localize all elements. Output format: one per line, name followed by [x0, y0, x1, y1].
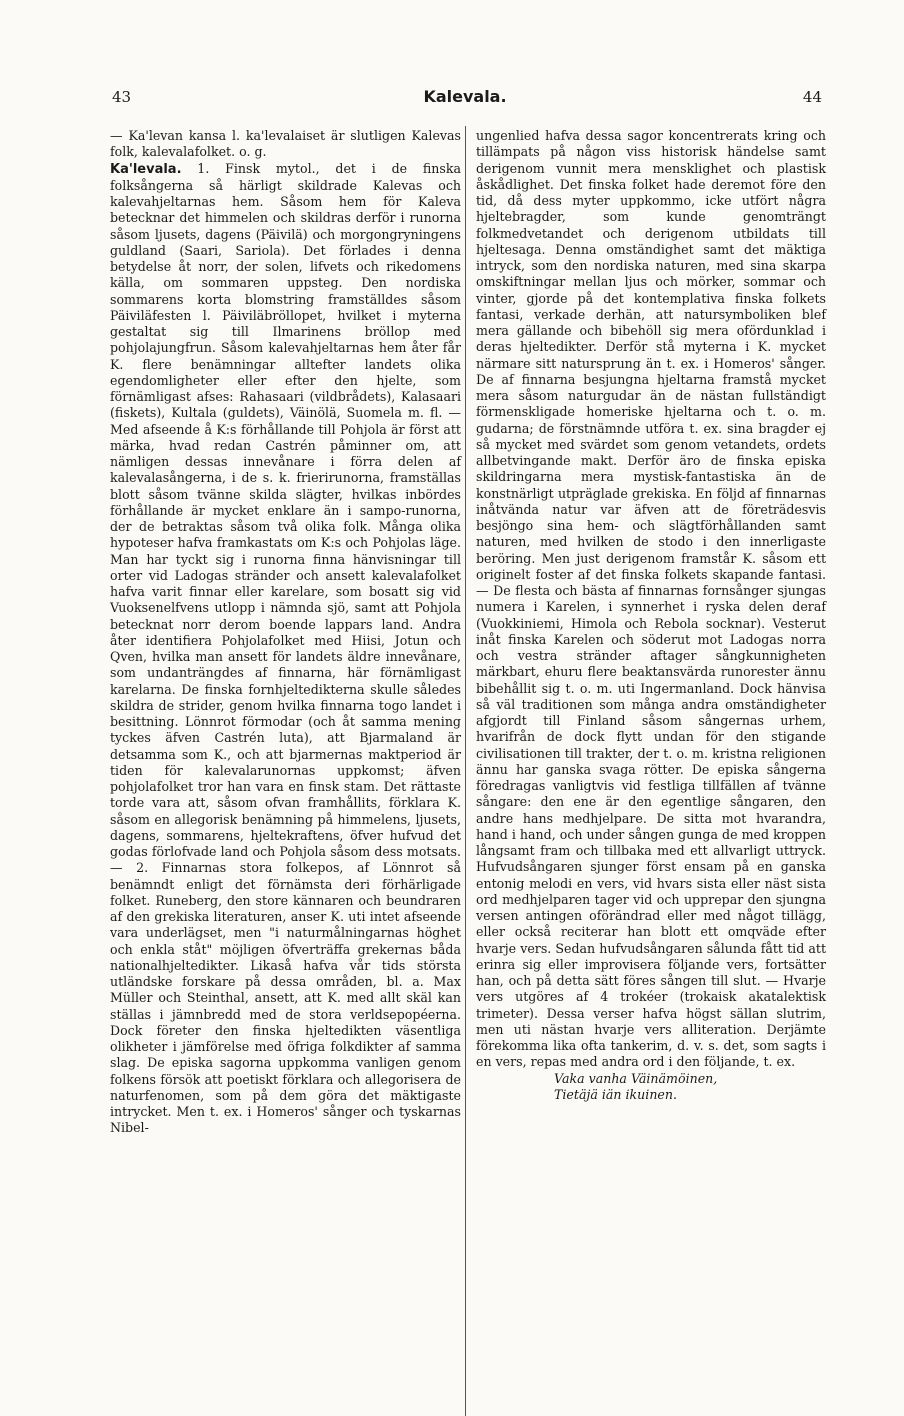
headword-kalevala: Ka'levala. — [110, 161, 182, 177]
verse-quote — [476, 1071, 826, 1104]
running-title: Kalevala. — [423, 87, 507, 106]
left-column — [110, 128, 461, 1137]
page-number-left: 43 — [112, 88, 132, 106]
page-number-right: 44 — [802, 88, 822, 106]
entry-kalevala — [110, 161, 461, 1137]
page-header — [108, 88, 822, 110]
entry-kalevala-text: 1. Finsk mytol., det i de finska folksångerna så härligt skildrade Kalevas och kalevahjeltarnas hem. Såsom hem för Kaleva betecknar det himmelen och skildras derför i runorna såsom ljusets, dagens (Päivilä) och morgongryningens guldland (Saari, Sariola). Det förlades i denna betydelse åt norr, der solen, lifvets och rikedomens källa, om sommaren uppsteg. Den nordiska sommarens korta blomstring framställdes såsom Päiviläfesten l. Päiviläbröllopet, hvilket i myterna gestaltat sig till Ilmarinens bröllop med pohjolajungfrun. Såsom kalevahjeltarnas hem åter får K. flere benämningar alltefter landets olika egendomligheter eller efter den hjelte, som förnämligast afses: Rahasaari (vildbrådets), Kalasaari (fiskets), Kultala (guldets), Väinölä, Suomela m. fl. — Med afseende å K:s förhållande till Pohjola är först att märka, hvad redan Castrén påminner om, att nämligen dessas innevånare i förra delen af kalevalasångerna, i de s. k. frierirunorna, framställas blott såsom tvänne skilda slägter, hvilkas inbördes förhållande är mycket enklare än i sampo-runorna, der de betraktas såsom två olika folk. Många olika hypoteser hafva framkastats om K:s och Pohjolas läge. Man har tyckt sig i runorna finna hänvisningar till orter vid Ladogas stränder och ansett kalevalafolket hafva varit finnar eller karelare, som bosatt sig vid Vuoksenelfvens utlopp i nämnda sjö, samt att Pohjola betecknat norr derom boende lappars land. Andra åter identifiera Pohjolafolket med Hiisi, Jotun och Qven, hvilka man ansett för landets äldre innevånare, som undanträngdes af finnarna, här förnämligast karelarna. De finska fornhjeltedikterna skulle således skildra de strider, genom hvilka finnarna togo landet i besittning. Lönnrot förmodar (och åt samma mening tyckes äfven Castrén luta), att Bjarmaland är detsamma som K., och att bjarmernas maktperiod är tiden för kalevalarunornas uppkomst; äfven pohjolafolket tror han vara en finsk stam. Det rättaste torde vara att, såsom ofvan framhållits, förklara K. såsom en allegorisk benämning på himmelens, ljusets, dagens, sommarens, hjeltekraftens, öfver hufvud det godas förlofvade land och Pohjola såsom dess motsats. — 2. Finnarnas stora folkepos, af Lönnrot så benämndt enligt det förnämsta deri förhärligade folket. Runeberg, den store kännaren och beundraren af den grekiska literaturen, anser K. uti intet afseende vara underlägset, men "i naturmålningarnas höghet och enkla ståt" möjligen öfverträffa grekernas båda nationalhjeltedikter. Likaså hafva vår tids största utländske forskare på dessa områden, bl. a. Max Müller och Steinthal, ansett, att K. med allt skäl kan ställas i jämnbredd med de stora verldsepopéerna. Dock företer den finska hjeltedikten väsentliga olikheter i jämförelse med öfriga folkdikter af samma slag. De episka sagorna uppkomma vanligen genom folkens försök att poetiskt förklara och allegorisera de naturfenomen, som på dem göra det mäktigaste intrycket. Men t. ex. i Homeros' sånger och tyskarnas Nibel- — [110, 160, 461, 1136]
column-divider — [465, 126, 466, 1416]
verse-line: Tietäjä iän ikuinen. — [554, 1086, 677, 1102]
verse-line: Vaka vanha Väinämöinen, — [554, 1070, 718, 1086]
entry-kalevan-kansa: — Ka'levan kansa l. ka'levalaiset är slutligen Kalevas folk, kalevalafolket. o. g. — [110, 128, 461, 160]
right-column — [476, 128, 826, 1103]
entry-kalevala-continued: ungenlied hafva dessa sagor koncentrerats kring och tillämpats på någon viss historisk händelse samt derigenom vunnit mera mensklighet och plastisk åskådlighet. Det finska folket hade deremot före den tid, då dess myter uppkommo, icke utfört några hjeltebragder, som kunde genomträngt folkmedvetandet och derigenom utbildats till hjeltesaga. Denna omständighet samt det mäktiga intryck, som den nordiska naturen, med sina skarpa omskiftningar mellan ljus och mörker, sommar och vinter, gjorde på det kontemplativa finska folkets fantasi, verkade derhän, att natursymboliken blef mera gällande och bibehöll sig mera ofördunklad i deras hjeltedikter. Derför stå myterna i K. mycket närmare sitt natursprung än t. ex. i Homeros' sånger. De af finnarna besjungna hjeltarna framstå mycket mera såsom naturgudar än de nästan fullständigt förmenskligade homeriske hjeltarna och t. o. m. gudarna; de förstnämnde utföra t. ex. sina bragder ej så mycket med svärdet som genom vetandets, ordets allbetvingande makt. Derför äro de finska episka skildringarna mera mystisk-fantastiska än de konstnärligt utpräglade grekiska. En följd af finnarnas inåtvända natur var äfven att de företrädesvis besjöngo sina hem- och slägtförhållanden samt naturen, med hvilken de stodo i den innerligaste beröring. Men just derigenom framstår K. såsom ett originelt foster af det finska folkets skapande fantasi. — De flesta och bästa af finnarnas fornsånger sjungas numera i Karelen, i synnerhet i ryska delen deraf (Vuokkiniemi, Himola och Rebola socknar). Vesterut inåt finska Karelen och söderut mot Ladogas norra och vestra stränder aftager sångkunnigheten märkbart, ehuru flere beaktansvärda runorester ännu bibehållit sig t. o. m. uti Ingermanland. Dock hänvisa så väl traditionen som många andra omständigheter afgjordt till Finland såsom sångernas urhem, hvarifrån de dock flytt undan för den stigande civilisationen till trakter, der t. o. m. kristna religionen ännu har ganska svaga rötter. De episka sångerna föredragas vanligtvis vid festliga tillfällen af tvänne sångare: den ene är den egentlige sångaren, den andre hans medhjelpare. De sitta mot hvarandra, hand i hand, och under sången gunga de med kroppen långsamt fram och tillbaka med ett allvarligt uttryck. Hufvudsångaren sjunger först ensam på en ganska entonig melodi en vers, vid hvars sista eller näst sista ord medhjelparen tager vid och upprepar den sjungna versen antingen oförändrad eller med något tillägg, eller också reciterar han blott ett omqväde efter hvarje vers. Sedan hufvudsångaren sålunda fått tid att erinra sig eller improvisera följande vers, fortsätter han, och på detta sätt föres sången till slut. — Hvarje vers utgöres af 4 trokéer (trokaisk akatalektisk trimeter). Dessa verser hafva högst sällan slutrim, men uti nästan hvarje vers alliteration. Derjämte förekomma lika ofta tankerim, d. v. s. det, som sagts i en vers, repas med andra ord i den följande, t. ex. — [476, 128, 826, 1070]
